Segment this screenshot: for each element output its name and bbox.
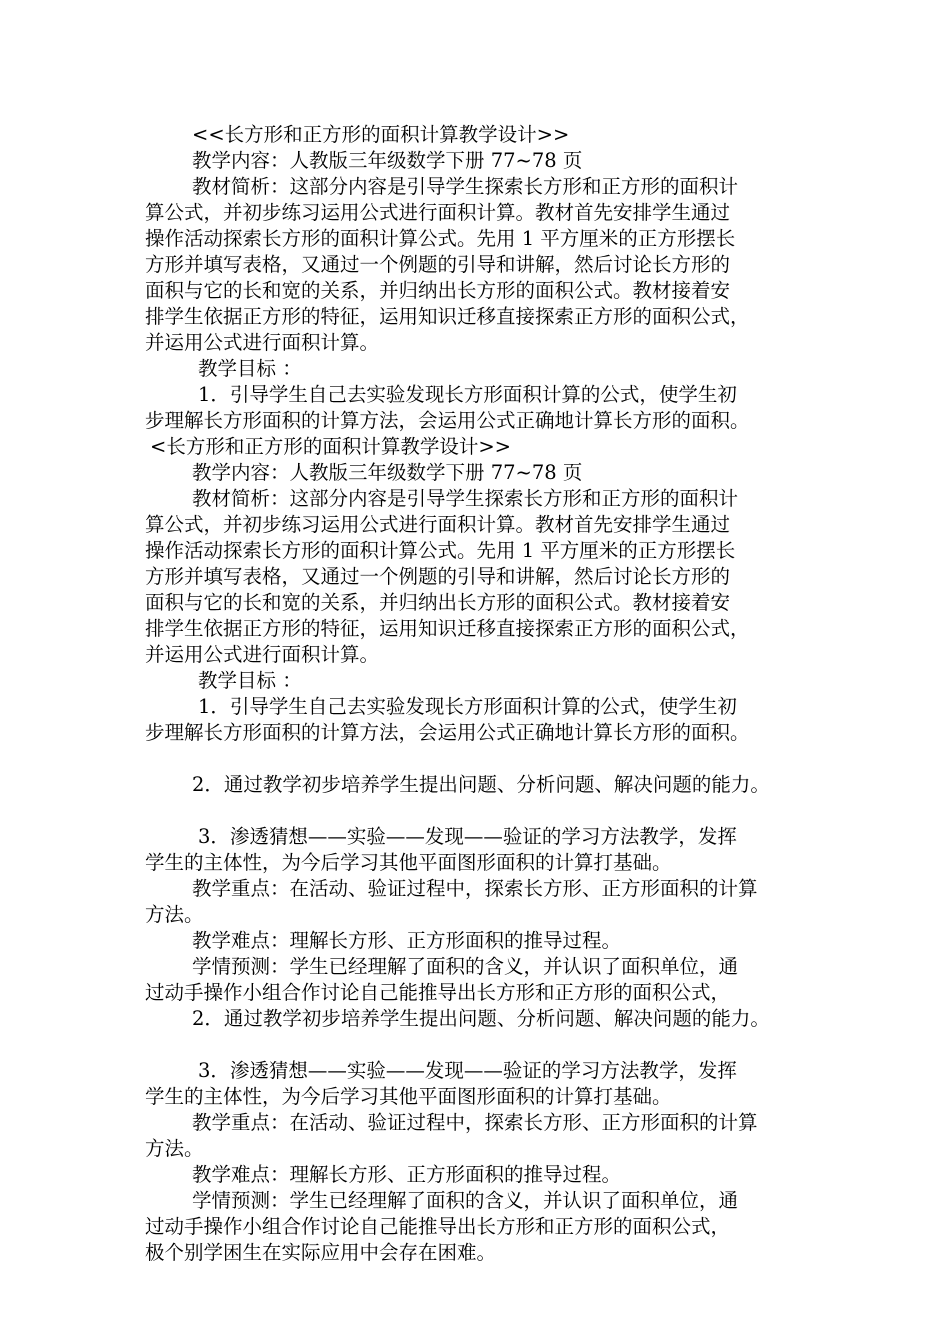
- teaching-content-line: 教学内容：人教版三年级数学下册 77~78 页: [192, 149, 583, 172]
- goal-3-line: 3．渗透猜想——实验——发现——验证的学习方法教学，发挥: [198, 1059, 737, 1082]
- text-line: 算公式，并初步练习运用公式进行面积计算。教材首先安排学生通过: [145, 201, 731, 224]
- text-line: 学生的主体性，为今后学习其他平面图形面积的计算打基础。: [145, 1085, 672, 1108]
- textbook-analysis-line: 教材简析：这部分内容是引导学生探索长方形和正方形的面积计: [192, 175, 739, 198]
- text-line: 并运用公式进行面积计算。: [145, 643, 380, 666]
- difficulties-line: 教学难点：理解长方形、正方形面积的推导过程。: [192, 929, 622, 952]
- teaching-content-line: 教学内容：人教版三年级数学下册 77~78 页: [192, 461, 583, 484]
- text-line: 操作活动探索长方形的面积计算公式。先用 1 平方厘米的正方形摆长: [145, 539, 736, 562]
- text-line: 排学生依据正方形的特征，运用知识迁移直接探索正方形的面积公式，: [145, 617, 750, 640]
- key-points-line: 教学重点：在活动、验证过程中，探索长方形、正方形面积的计算: [192, 877, 758, 900]
- key-points-line: 教学重点：在活动、验证过程中，探索长方形、正方形面积的计算: [192, 1111, 758, 1134]
- text-line: 方法。: [145, 1137, 204, 1160]
- text-line: 方形并填写表格，又通过一个例题的引导和讲解，然后讨论长方形的: [145, 565, 731, 588]
- learning-prediction-line: 学情预测：学生已经理解了面积的含义，并认识了面积单位，通: [192, 1189, 739, 1212]
- text-line: 并运用公式进行面积计算。: [145, 331, 380, 354]
- doc-title-line: <长方形和正方形的面积计算教学设计>>: [150, 435, 512, 458]
- text-line: 方法。: [145, 903, 204, 926]
- text-line: 极个别学困生在实际应用中会存在困难。: [145, 1241, 497, 1264]
- text-line: 算公式，并初步练习运用公式进行面积计算。教材首先安排学生通过: [145, 513, 731, 536]
- text-line: 操作活动探索长方形的面积计算公式。先用 1 平方厘米的正方形摆长: [145, 227, 736, 250]
- goal-1-line: 1．引导学生自己去实验发现长方形面积计算的公式，使学生初: [198, 695, 737, 718]
- text-line: 步理解长方形面积的计算方法，会运用公式正确地计算长方形的面积。: [145, 409, 750, 432]
- goal-3-line: 3．渗透猜想——实验——发现——验证的学习方法教学，发挥: [198, 825, 737, 848]
- teaching-goals-heading: 教学目标 ：: [198, 357, 302, 380]
- text-line: 学生的主体性，为今后学习其他平面图形面积的计算打基础。: [145, 851, 672, 874]
- text-line: 过动手操作小组合作讨论自己能推导出长方形和正方形的面积公式，: [145, 981, 731, 1004]
- text-line: 过动手操作小组合作讨论自己能推导出长方形和正方形的面积公式，: [145, 1215, 731, 1238]
- goal-2-line: 2．通过教学初步培养学生提出问题、分析问题、解决问题的能力。: [192, 773, 770, 796]
- goal-2-line: 2．通过教学初步培养学生提出问题、分析问题、解决问题的能力。: [192, 1007, 770, 1030]
- text-line: 面积与它的长和宽的关系，并归纳出长方形的面积公式。教材接着安: [145, 591, 731, 614]
- learning-prediction-line: 学情预测：学生已经理解了面积的含义，并认识了面积单位，通: [192, 955, 739, 978]
- teaching-goals-heading: 教学目标 ：: [198, 669, 302, 692]
- textbook-analysis-line: 教材简析：这部分内容是引导学生探索长方形和正方形的面积计: [192, 487, 739, 510]
- doc-title-line: <<长方形和正方形的面积计算教学设计>>: [192, 123, 570, 146]
- text-line: 排学生依据正方形的特征，运用知识迁移直接探索正方形的面积公式，: [145, 305, 750, 328]
- goal-1-line: 1．引导学生自己去实验发现长方形面积计算的公式，使学生初: [198, 383, 737, 406]
- text-line: 面积与它的长和宽的关系，并归纳出长方形的面积公式。教材接着安: [145, 279, 731, 302]
- text-line: 步理解长方形面积的计算方法，会运用公式正确地计算长方形的面积。: [145, 721, 750, 744]
- text-line: 方形并填写表格，又通过一个例题的引导和讲解，然后讨论长方形的: [145, 253, 731, 276]
- difficulties-line: 教学难点：理解长方形、正方形面积的推导过程。: [192, 1163, 622, 1186]
